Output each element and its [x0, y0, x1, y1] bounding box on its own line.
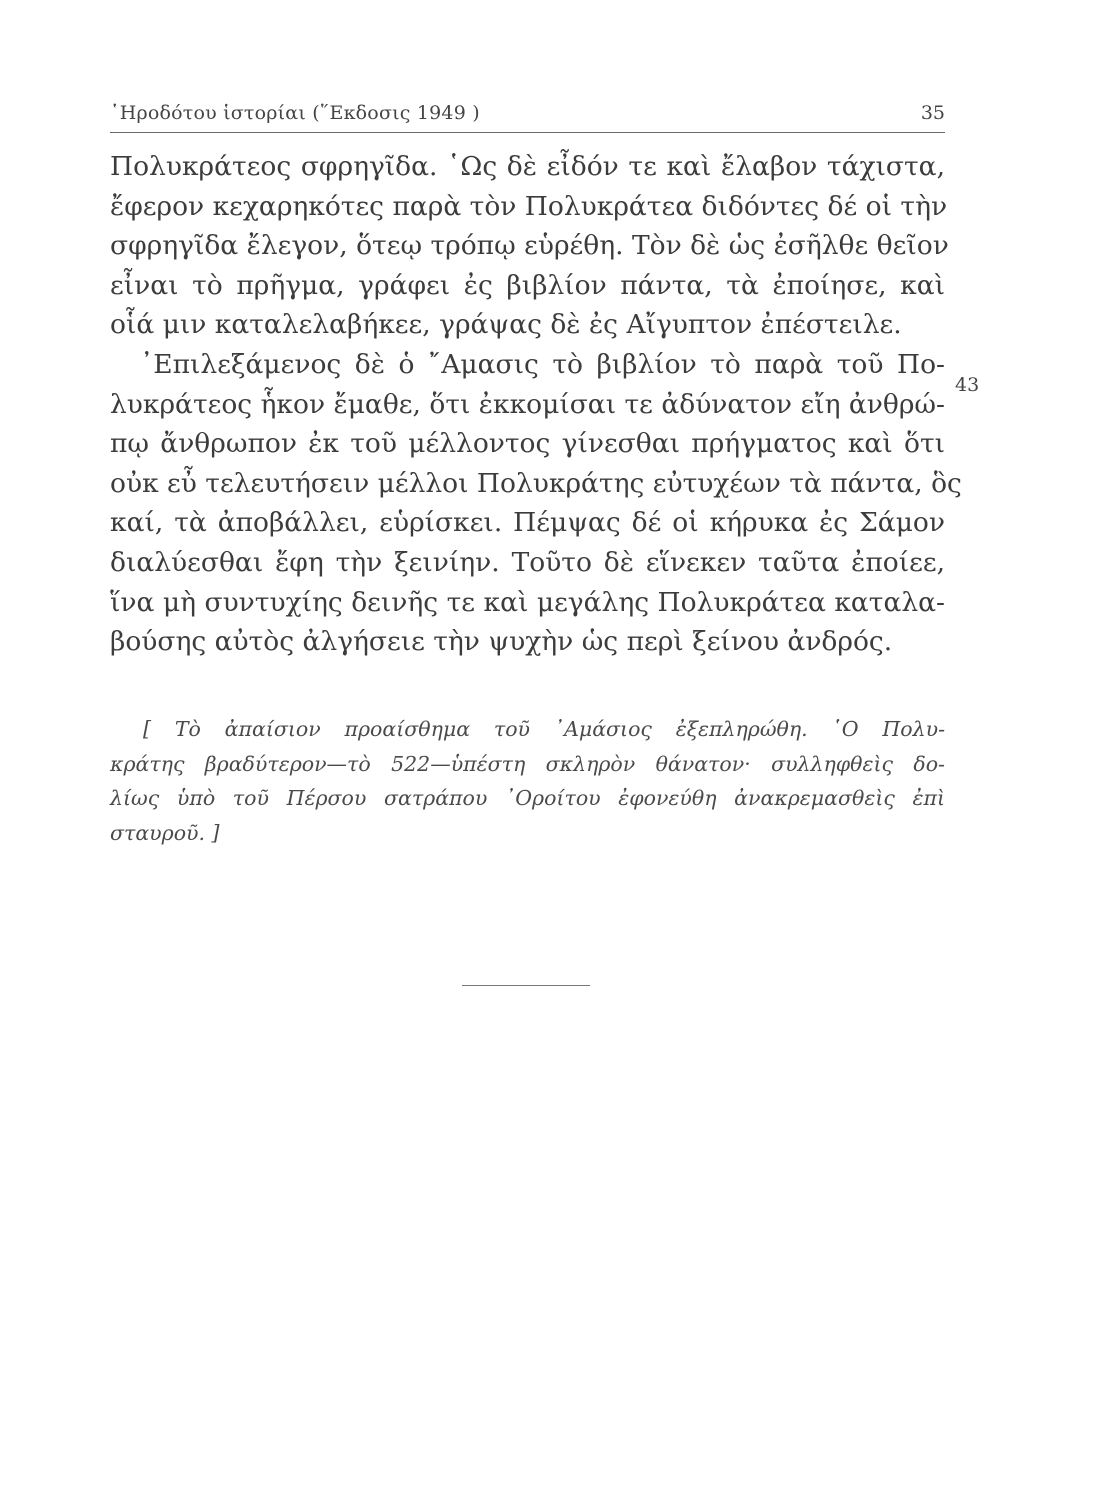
text-line: σφρηγῖδα ἔλεγον, ὅτεῳ τρόπῳ εὑρέθη. Τὸν δὲ ὡς ἐσῆλθε θεῖον [110, 230, 949, 262]
text-line: εἶναι τὸ πρῆγμα, γράφει ἐς βιβλίον πάντα, τὰ ἐποίησε, καὶ [110, 269, 945, 301]
page-number: 35 [920, 102, 945, 124]
section-divider [462, 985, 590, 986]
text-line: διαλύεσθαι ἔφη τὴν ξεινίην. Τοῦτο δὲ εἵνεκεν ταῦτα ἐποίεε, [110, 546, 945, 578]
running-header [110, 98, 945, 133]
note-line: κράτης βραδύτερον—τὸ 522—ὑπέστη σκληρὸν θάνατον· συλληφθεὶς δο- [110, 751, 945, 776]
text-line: οἷά μιν καταλελαβήκεε, γράψας δὲ ἐς Αἴγυπτον ἐπέστειλε. [110, 309, 902, 341]
running-title: ῾Ηροδότου ἱστορίαι (῞Εκδοσις 1949 ) [110, 102, 480, 124]
text-line: ἵνα μὴ συντυχίης δεινῆς τε καὶ μεγάλης Πολυκράτεα καταλα- [110, 586, 945, 618]
text-line: πῳ ἄνθρωπον ἐκ τοῦ μέλλοντος γίνεσθαι πρήγματος καὶ ὅτι [110, 428, 945, 460]
section-number: 43 [955, 374, 980, 396]
text-line: βούσης αὐτὸς ἀλγήσειε τὴν ψυχὴν ὡς περὶ ξείνου ἀνδρός. [110, 626, 893, 658]
note-line: λίως ὑπὸ τοῦ Πέρσου σατράπου ᾿Οροίτου ἐφονεύθη ἀνακρεμασθεὶς ἐπὶ [110, 786, 945, 810]
text-line: καί, τὰ ἀποβάλλει, εὑρίσκει. Πέμψας δέ οἱ κήρυκα ἐς Σάμον [110, 507, 945, 539]
note-line: σταυροῦ. ] [110, 820, 220, 845]
editorial-note [110, 712, 945, 850]
text-line: ᾿Επιλεξάμενος δὲ ὁ ῎Αμασις τὸ βιβλίον τὸ παρὰ τοῦ Πο- [140, 348, 945, 380]
text-line: λυκράτεος ἧκον ἔμαθε, ὅτι ἐκκομίσαι τε ἀδύνατον εἴη ἀνθρώ- [110, 388, 945, 420]
text-line: οὐκ εὖ τελευτήσειν μέλλοι Πολυκράτης εὐτυχέων τὰ πάντα, ὃς [110, 467, 962, 499]
text-line: ἔφερον κεχαρηκότες παρὰ τὸν Πολυκράτεα διδόντες δέ οἱ τὴν [110, 190, 948, 222]
main-text [110, 147, 962, 662]
text-line: Πολυκράτεος σφρηγῖδα. ῾Ως δὲ εἶδόν τε καὶ ἔλαβον τάχιστα, [110, 151, 945, 182]
note-line: [ Τὸ ἀπαίσιον προαίσθημα τοῦ ᾿Αμάσιος ἐξεπληρώθη. ῾Ο Πολυ- [143, 717, 945, 741]
